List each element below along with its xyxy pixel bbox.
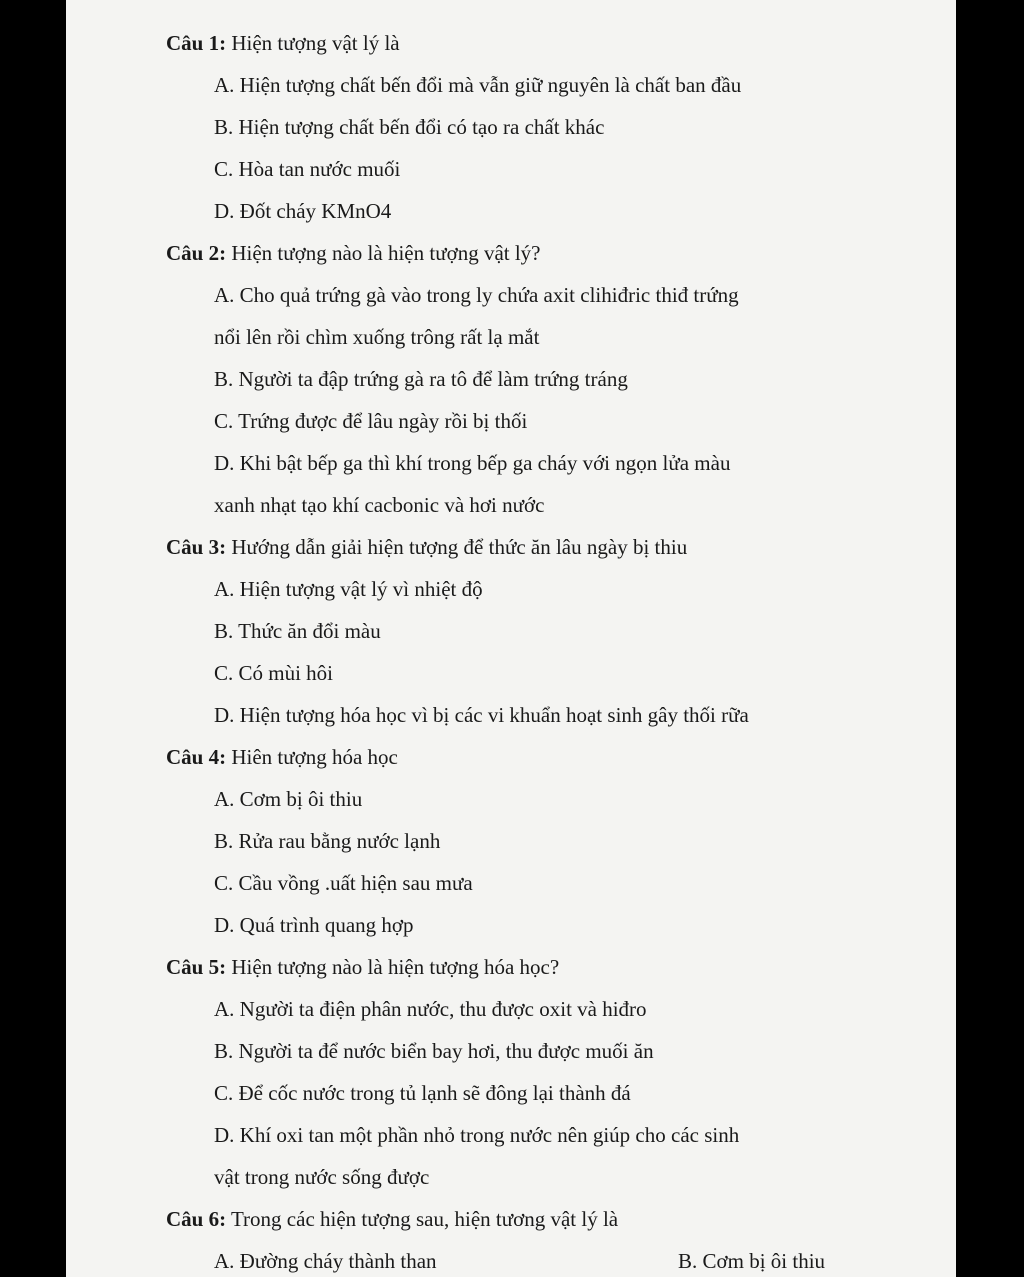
question-3 — [166, 526, 936, 568]
option-d: D. Hiện tượng hóa học vì bị các vi khuẩn hoạt sinh gây thối rữa — [214, 703, 749, 727]
option-b: B. Rửa rau bằng nước lạnh — [214, 829, 441, 853]
question-number: Câu 6: — [166, 1207, 227, 1231]
option-c: C. Hòa tan nước muối — [214, 157, 401, 181]
question-number: Câu 4: — [166, 745, 227, 769]
question-text: Hiện tượng vật lý là — [226, 31, 400, 55]
option-a: A. Hiện tượng chất bến đổi mà vẫn giữ nguyên là chất ban đầu — [214, 73, 742, 97]
question-number: Câu 5: — [166, 955, 227, 979]
option-d: D. Khi bật bếp ga thì khí trong bếp ga cháy với ngọn lửa màu — [214, 451, 731, 475]
option-a: A. Hiện tượng vật lý vì nhiệt độ — [214, 577, 483, 601]
option-b: B. Cơm bị ôi thiu — [678, 1249, 826, 1273]
question-text: Hiên tượng hóa học — [226, 745, 398, 769]
question-4 — [166, 736, 936, 778]
question-number: Câu 3: — [166, 535, 227, 559]
option-d-continued: xanh nhạt tạo khí cacbonic và hơi nước — [214, 493, 545, 517]
question-number: Câu 2: — [166, 241, 227, 265]
option-d: D. Quá trình quang hợp — [214, 913, 414, 937]
option-a: A. Đường cháy thành than — [214, 1249, 437, 1273]
option-d: D. Khí oxi tan một phần nhỏ trong nước nên giúp cho các sinh — [214, 1123, 740, 1147]
question-text: Hiện tượng nào là hiện tượng vật lý? — [226, 241, 541, 265]
option-d: D. Đốt cháy KMnO4 — [214, 199, 392, 223]
option-b: B. Hiện tượng chất bến đổi có tạo ra chất khác — [214, 115, 605, 139]
option-a: A. Người ta điện phân nước, thu được oxit và hiđro — [214, 997, 647, 1021]
quiz-content — [166, 22, 936, 1277]
option-c: C. Cầu vồng .uất hiện sau mưa — [214, 871, 473, 895]
option-b: B. Người ta để nước biển bay hơi, thu được muối ăn — [214, 1039, 654, 1063]
question-text: Trong các hiện tượng sau, hiện tương vật lý là — [226, 1207, 619, 1231]
option-row — [166, 1240, 936, 1277]
option-d-continued: vật trong nước sống được — [214, 1165, 430, 1189]
question-5 — [166, 946, 936, 988]
question-2 — [166, 232, 936, 274]
option-b: B. Người ta đập trứng gà ra tô để làm trứng tráng — [214, 367, 628, 391]
option-a-continued: nổi lên rồi chìm xuống trông rất lạ mắt — [214, 325, 540, 349]
question-1 — [166, 22, 936, 64]
option-a: A. Cơm bị ôi thiu — [214, 787, 363, 811]
option-b: B. Thức ăn đổi màu — [214, 619, 381, 643]
option-c: C. Để cốc nước trong tủ lạnh sẽ đông lại thành đá — [214, 1081, 631, 1105]
question-6 — [166, 1198, 936, 1240]
option-c: C. Trứng được để lâu ngày rồi bị thối — [214, 409, 528, 433]
option-c: C. Có mùi hôi — [214, 661, 334, 685]
question-text: Hướng dẫn giải hiện tượng để thức ăn lâu ngày bị thiu — [226, 535, 688, 559]
question-number: Câu 1: — [166, 31, 227, 55]
document-page — [66, 0, 956, 1277]
question-text: Hiện tượng nào là hiện tượng hóa học? — [226, 955, 560, 979]
option-a: A. Cho quả trứng gà vào trong ly chứa axit clihiđric thiđ trứng — [214, 283, 739, 307]
